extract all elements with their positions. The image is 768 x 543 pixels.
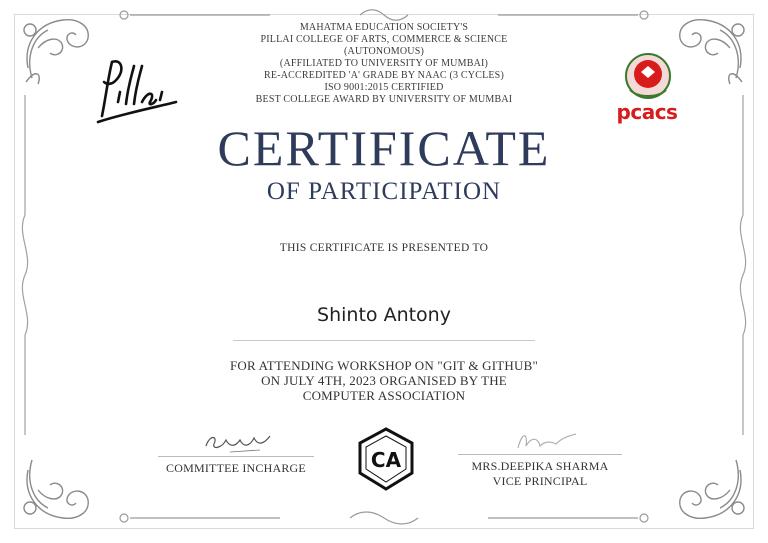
recipient-name: Shinto Antony	[317, 304, 451, 326]
pcacs-logo-text: pcacs	[616, 100, 678, 124]
ca-logo-text: CA	[370, 448, 402, 472]
header-college-name: PILLAI COLLEGE OF ARTS, COMMERCE & SCIENCE	[260, 34, 508, 45]
college-header	[0, 22, 768, 106]
corner-ornament-bottom-left	[18, 440, 108, 530]
signatory-right-line	[458, 454, 622, 455]
signatory-right-role: VICE PRINCIPAL	[492, 474, 588, 488]
description-line-3: COMPUTER ASSOCIATION	[302, 388, 466, 403]
corner-ornament-bottom-right	[660, 440, 750, 530]
signatory-left-role: COMMITTEE INCHARGE	[166, 461, 306, 475]
description-line-2: ON JULY 4TH, 2023 ORGANISED BY THE	[261, 373, 507, 388]
bottom-border-flourish	[110, 508, 658, 528]
vice-principal-signature	[512, 426, 582, 454]
computer-association-logo	[354, 427, 418, 491]
presented-to-label: THIS CERTIFICATE IS PRESENTED TO	[279, 242, 489, 254]
signatory-right	[458, 454, 622, 489]
recipient-underline	[233, 340, 535, 341]
header-iso: ISO 9001:2015 CERTIFIED	[324, 82, 444, 93]
description-line-1: FOR ATTENDING WORKSHOP ON "GIT & GITHUB"	[230, 358, 538, 373]
signatory-left-line	[158, 456, 314, 457]
committee-incharge-signature	[200, 426, 280, 456]
signatory-right-name: MRS.DEEPIKA SHARMA	[471, 459, 609, 473]
certificate-description	[0, 358, 768, 403]
certificate-title: CERTIFICATE	[217, 120, 551, 176]
signatory-left	[158, 456, 314, 476]
header-autonomous: (AUTONOMOUS)	[344, 46, 424, 57]
header-affiliation: (AFFILIATED TO UNIVERSITY OF MUMBAI)	[279, 58, 489, 69]
header-society: MAHATMA EDUCATION SOCIETY'S	[299, 22, 469, 33]
header-accreditation: RE-ACCREDITED 'A' GRADE BY NAAC (3 CYCLES)	[264, 70, 504, 81]
certificate-subtitle: OF PARTICIPATION	[266, 178, 502, 205]
header-award: BEST COLLEGE AWARD BY UNIVERSITY OF MUMBAI	[255, 94, 513, 105]
